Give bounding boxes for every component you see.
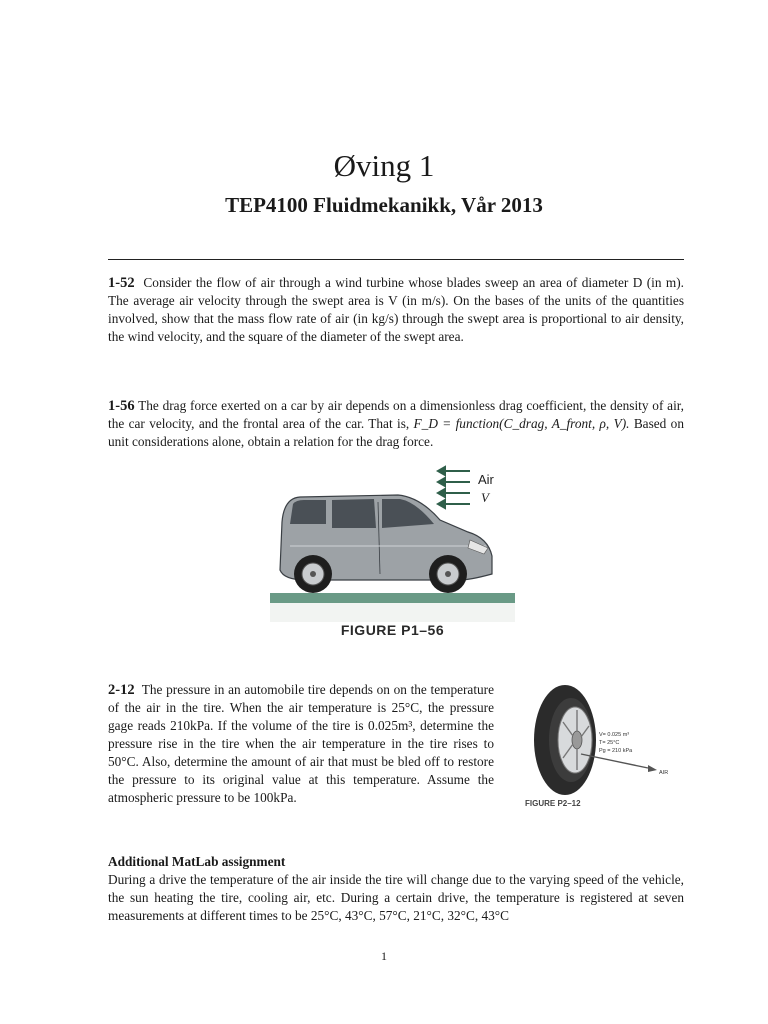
tire-air-label: AIR <box>659 770 669 776</box>
air-arrows <box>438 467 470 508</box>
title-rule <box>108 259 684 260</box>
problem-text: The drag force exerted on a car by air depends on a dimensionless drag coefficient, the density of air, the car velocity, and the frontal area of the car. That is, <box>108 398 684 431</box>
tire-illustration <box>523 682 683 800</box>
problem-2-12 <box>108 681 494 807</box>
figure-caption: FIGURE P1–56 <box>340 622 445 638</box>
problem-number: 1-56 <box>108 398 135 414</box>
air-label: Air <box>478 472 494 487</box>
tire-temp-label: T= 25°C <box>599 740 620 746</box>
road-shadow <box>270 603 515 622</box>
problem-1-56 <box>108 397 684 451</box>
wheel-front <box>429 555 467 593</box>
problem-number: 2-12 <box>108 682 135 698</box>
problem-formula: F_D = function(C_drag, A_front, ρ, V). <box>413 416 630 431</box>
page-title: Øving 1 <box>333 148 435 183</box>
matlab-text: During a drive the temperature of the air inside the tire will change due to the varying speed of the vehicle, the sun heating the tire, cooling air, etc. During a certain drive, the temperature is registered at seven measurements at different times to be 25°C, 43°C, 57°C, 21°C, 32°C, 43°C <box>108 872 684 923</box>
problem-number: 1-52 <box>108 275 135 291</box>
problem-text: The pressure in an automobile tire depends on on the temperature of the air in the tire. When the air temperature is 25°C, the pressure gage reads 210kPa. If the volume of the tire is 0.025m³, determine the pressure rise in the tire when the air temperature in the tire rises to 50°C. Also, determine the amount of air that must be bled off to restore the pressure to its original value at this temperature. Assume the atmospheric pressure to be 100kPa. <box>108 682 494 805</box>
car-window-middle <box>332 499 376 528</box>
problem-text-after: Based on unit considerations alone, obtain a relation for the drag force. <box>108 416 684 449</box>
car-illustration <box>270 462 515 622</box>
figure-caption: FIGURE P2–12 <box>525 799 581 808</box>
wheel-rear <box>294 555 332 593</box>
road <box>270 593 515 603</box>
page-number: 1 <box>381 949 387 963</box>
figure-tire <box>523 682 683 822</box>
page-subtitle: TEP4100 Fluidmekanikk, Vår 2013 <box>225 193 543 217</box>
figure-car <box>270 462 515 642</box>
matlab-heading: Additional MatLab assignment <box>108 854 286 869</box>
tire-volume-label: V= 0.025 m³ <box>599 732 630 738</box>
tire-pressure-label: Pg = 210 kPa <box>599 748 633 754</box>
problem-text: Consider the flow of air through a wind turbine whose blades sweep an area of diameter D (in m). The average air velocity through the swept area is V (in m/s). On the bases of the units of the quantities involved, show that the mass flow rate of air (in kg/s) through the swept area is proportional to air density, the wind velocity, and the square of the diameter of the swept area. <box>108 275 684 344</box>
matlab-assignment <box>108 853 684 925</box>
car-window-rear <box>290 500 326 524</box>
velocity-label: V <box>481 490 489 505</box>
problem-1-52 <box>108 274 684 346</box>
